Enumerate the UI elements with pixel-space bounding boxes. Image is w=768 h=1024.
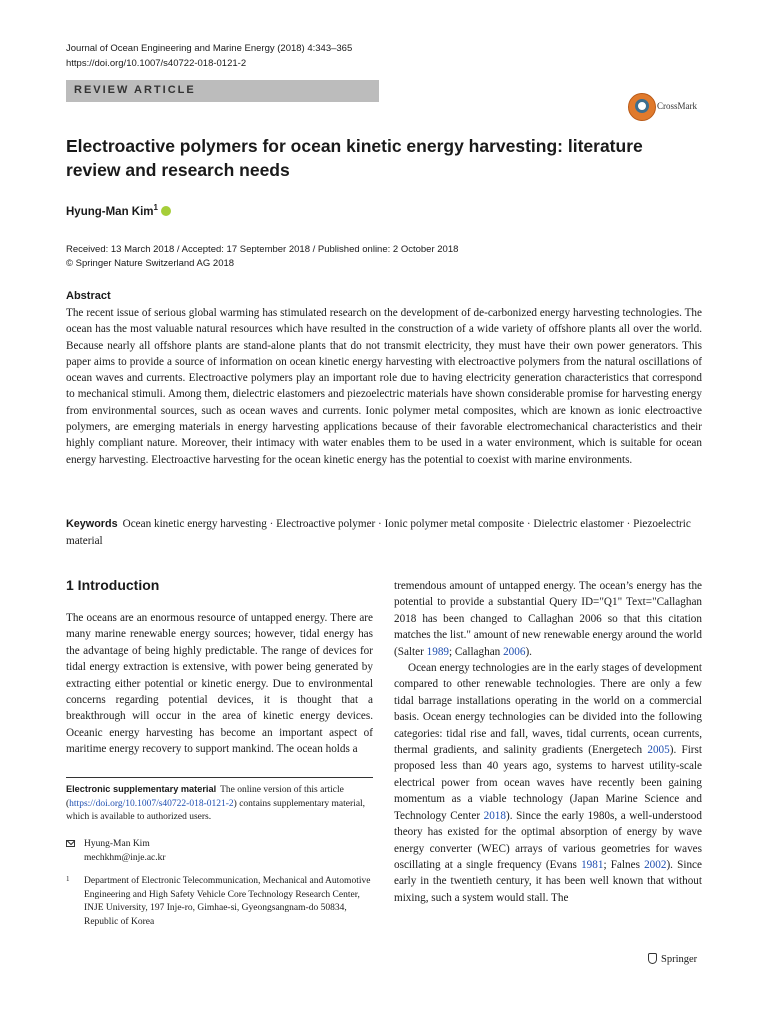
keywords-text: Ocean kinetic energy harvesting · Electroactive polymer · Ionic polymer metal composite · Dielectric elastomer · Piezoelectric material xyxy=(66,518,691,547)
journal-reference: Journal of Ocean Engineering and Marine Energy (2018) 4:343–365 xyxy=(66,43,353,54)
text-run: ). Since early in the twentieth century, it has been well known that without mixing, such a system would stall. The xyxy=(394,858,702,904)
esm-text-end: ) contains supplementary material, which is available to authorized users. xyxy=(66,798,366,822)
citation-link[interactable]: 2018 xyxy=(483,809,506,822)
envelope-icon xyxy=(66,840,75,847)
journal-citation xyxy=(66,41,352,71)
article-type-label: REVIEW ARTICLE xyxy=(74,84,196,96)
intro-column-right xyxy=(394,578,702,906)
springer-horse-icon xyxy=(648,953,657,964)
affiliation-number: 1 xyxy=(66,875,70,883)
abstract-heading: Abstract xyxy=(66,290,111,302)
contact-email[interactable]: mechkhm@inje.ac.kr xyxy=(84,852,166,863)
author-name[interactable]: Hyung-Man Kim xyxy=(66,205,154,218)
article-type-banner xyxy=(66,80,379,102)
copyright-line: © Springer Nature Switzerland AG 2018 xyxy=(66,258,235,269)
affiliation-text: Department of Electronic Telecommunication, Mechanical and Automotive Engineering and High Safety Vehicle Core Technology Research Center, INJE University, 197 Inje-ro, Gimhae-si, Gyeongsangnam-do 50834, Republic of Korea xyxy=(84,876,371,927)
footnote-divider xyxy=(66,777,373,778)
affiliation-mark: 1 xyxy=(153,203,158,212)
dates-line: Received: 13 March 2018 / Accepted: 17 September 2018 / Published online: 2 October 2018 xyxy=(66,244,459,255)
section-heading: 1 Introduction xyxy=(66,577,160,593)
paragraph xyxy=(394,660,702,906)
publication-dates xyxy=(66,243,458,271)
citation-link[interactable]: 2005 xyxy=(647,744,670,757)
citation-link[interactable]: 2006 xyxy=(503,645,526,658)
esm-label: Electronic supplementary material xyxy=(66,784,217,794)
text-run: ; Falnes xyxy=(603,858,645,871)
intro-column-left: The oceans are an enormous resource of untapped energy. There are many marine renewable energy sources; however, tidal energy has the advantage of being highly predictable. The range of devices for tidal energy extraction is extensive, with power being generated by extracting either potential or kinetic energy. Due to environmental concerns regarding potential devices, it is thought that a breakthrough will occur in the area of kinetic energy devices. Oceanic energy harvesting has become an important aspect of maritime energy recovery to support mankind. The ocean holds a xyxy=(66,612,373,756)
text-run: ). Since the early 1980s, a well-understood theory has existed for the optimal absorption of energy by wave energy converter (WEC) arrays of various geometries for waves oscillating at a single frequency (Evans xyxy=(394,809,702,871)
publisher-logo xyxy=(648,953,697,965)
crossmark-label: CrossMark xyxy=(657,101,697,111)
abstract-text: The recent issue of serious global warming has stimulated research on the development of de-carbonized energy harvesting technologies. The ocean has the most valuable natural resources which have resulted in the construction of a wide variety of offshore plants all over the world. Because nearly all offshore plants are stand-alone plants that do not transmit electricity, they must have their own power generators. This paper aims to provide a source of information on ocean kinetic energy harvesting with electroactive polymers from the natural oscillations of ocean waves and currents. Electroactive polymers play an important role due to having electricity generation characteristics that correspond to mechanical stimuli. Among them, dielectric elastomers and piezoelectric materials have shown considerable promise for harvesting energy from environmental sources, such as ocean waves and currents. Ionic polymer metal composites, which are known as ionic electroactive polymers, are emerging materials in energy harvesting applications because of their favorable electromechanical characteristics and their highly compliant nature. Moreover, their intimacy with water enables them to be used in a water environment, which is suitable for ocean energy harvesting. Electroactive harvesting for the ocean kinetic energy has the potential to coexist with marine environments. xyxy=(66,307,702,466)
esm-text: The online version of this article ( xyxy=(66,785,344,809)
citation-link[interactable]: 2002 xyxy=(644,858,667,871)
citation-link[interactable]: 1989 xyxy=(426,645,449,658)
publisher-name: Springer xyxy=(661,954,698,965)
text-run: ; Callaghan xyxy=(449,645,504,658)
supplementary-note xyxy=(66,783,373,825)
author-line xyxy=(66,203,171,218)
doi-link[interactable]: https://doi.org/10.1007/s40722-018-0121-2 xyxy=(66,58,247,69)
citation-link[interactable]: 1981 xyxy=(581,858,604,871)
corresponding-author xyxy=(66,838,373,865)
text-run: ). First proposed less than 40 years ago, systems to harvest utility-scale electrical power from ocean waves have recently been gaining momentum as a viable technology (Japan Marine Science and Technology Center xyxy=(394,744,702,822)
text-run: tremendous amount of untapped energy. The ocean’s energy has the potential to provide a substantial Query ID="Q1" Text="Callaghan 2018 has been changed to Callaghan 2006 so that this citation matches the list." amount of new renewable energy around the world (Salter xyxy=(394,580,702,658)
crossmark-icon xyxy=(628,93,656,121)
crossmark-badge[interactable] xyxy=(628,93,708,123)
paragraph xyxy=(394,578,702,660)
paper-title: Electroactive polymers for ocean kinetic energy harvesting: literature review and research needs xyxy=(66,136,643,180)
keywords-label: Keywords xyxy=(66,518,118,530)
orcid-icon[interactable] xyxy=(161,206,171,216)
text-run: Ocean energy technologies are in the early stages of development compared to other renewable technologies. There are only a few tidal barrage installations operating in the world on a commercial basis. Ocean energy technologies can be divided into the following categories: tidal rise and fall, waves, tidal currents, ocean currents, thermal gradients, and salinity gradients (Energetech xyxy=(394,662,702,757)
keywords-block xyxy=(66,516,706,549)
affiliation-note xyxy=(66,875,373,929)
contact-name: Hyung-Man Kim xyxy=(84,839,150,849)
text-run: ). xyxy=(525,645,532,658)
esm-link[interactable]: https://doi.org/10.1007/s40722-018-0121-2 xyxy=(69,798,234,809)
